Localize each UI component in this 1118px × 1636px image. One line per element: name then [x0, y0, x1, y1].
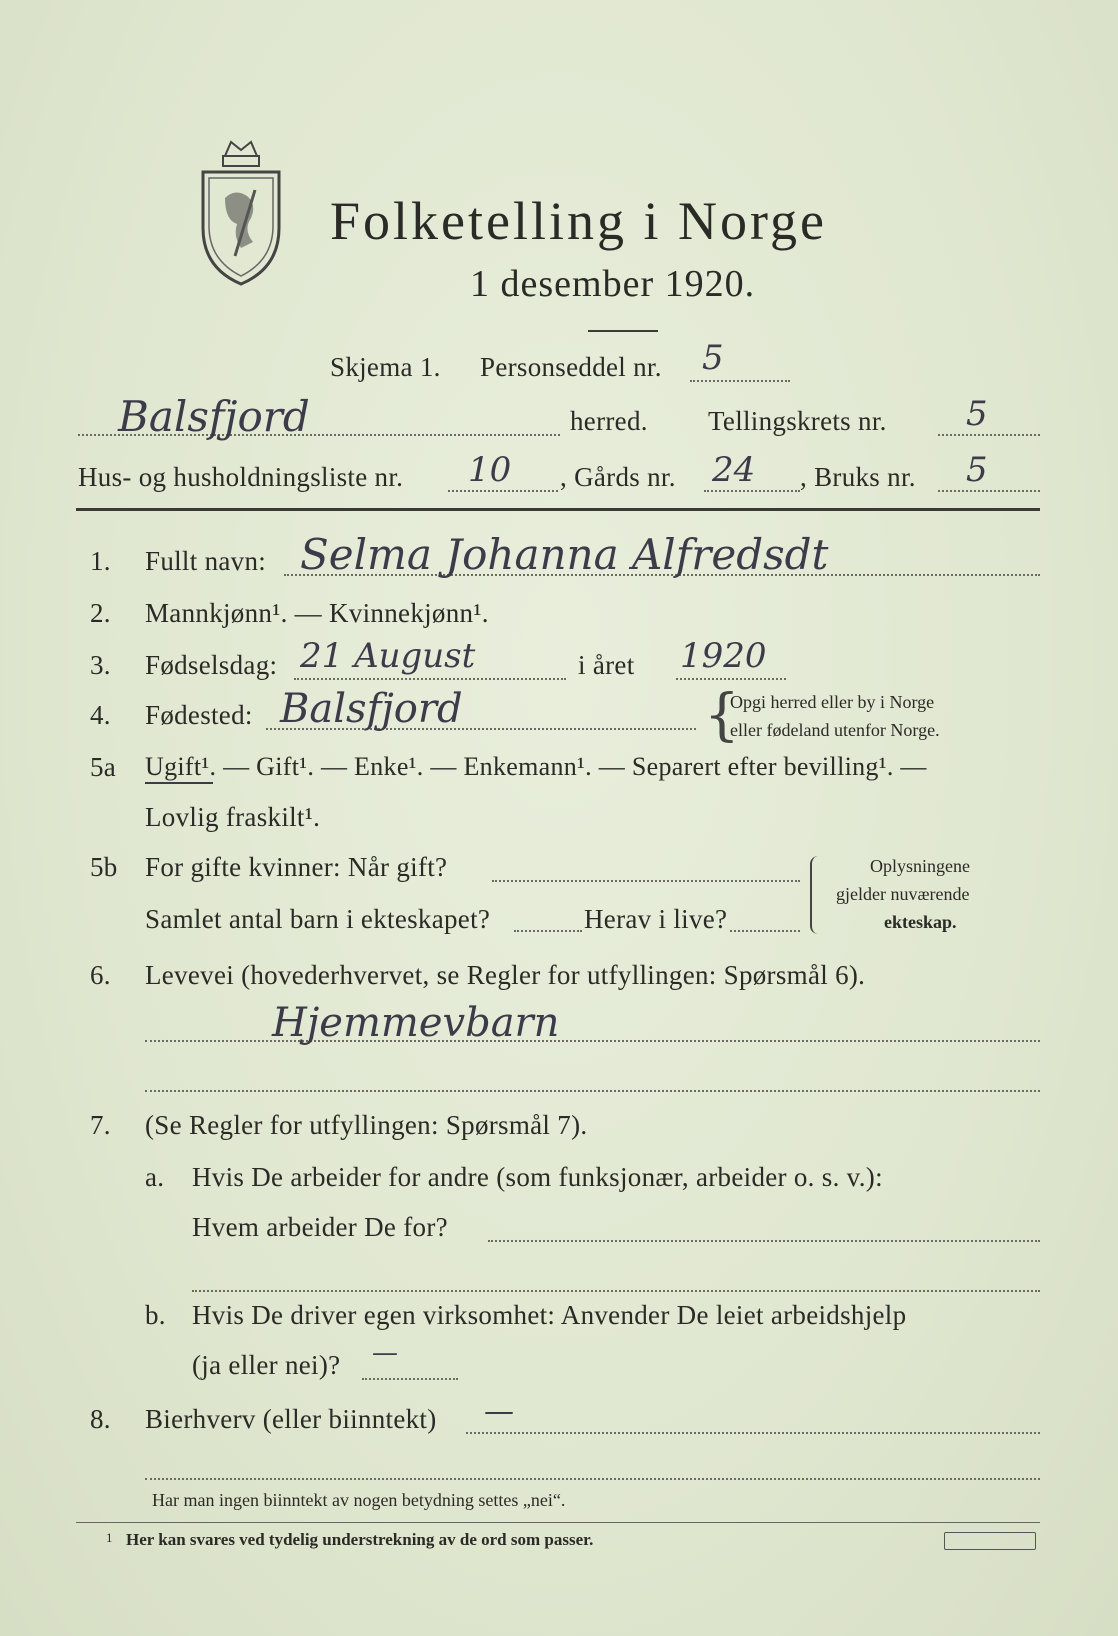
q8-number: 8.	[90, 1404, 111, 1434]
q8-line2	[145, 1478, 1040, 1480]
q8-value[interactable]: —	[484, 1394, 514, 1429]
tellingskrets-label: Tellingskrets nr.	[708, 406, 887, 436]
q7b-answer-line	[362, 1378, 458, 1380]
form-subtitle: 1 desember 1920.	[470, 263, 756, 305]
q5a-line2: Lovlig fraskilt¹.	[145, 802, 321, 832]
q5b-line1: For gifte kvinner: Når gift?	[145, 852, 448, 882]
q3-number: 3.	[90, 650, 111, 680]
husliste-value[interactable]: 10	[468, 450, 512, 490]
q5b-note-line1: Oplysningene	[870, 856, 970, 876]
q7a-employer-line2	[192, 1290, 1040, 1292]
personseddel-label: Personseddel nr.	[480, 352, 662, 382]
husliste-line	[448, 490, 558, 492]
q5b-note-line3: ekteskap.	[884, 912, 957, 932]
q2-number: 2.	[90, 598, 111, 628]
q8-line1	[466, 1432, 1040, 1434]
q7b-mark: b.	[145, 1300, 166, 1330]
personseddel-value[interactable]: 5	[702, 338, 724, 378]
q8-label: Bierhverv (eller biinntekt)	[145, 1404, 437, 1434]
q3-value[interactable]: 21 August	[300, 636, 476, 676]
form-title: Folketelling i Norge	[330, 191, 827, 251]
footnote-mark: 1	[106, 1530, 113, 1545]
title-divider	[588, 330, 658, 332]
bruks-label: , Bruks nr.	[800, 462, 916, 492]
q7a-line2: Hvem arbeider De for?	[192, 1212, 448, 1242]
q7b-line2: (ja eller nei)?	[192, 1350, 341, 1380]
q5b-children-label: Samlet antal barn i ekteskapet?	[145, 904, 491, 934]
gards-line	[704, 490, 800, 492]
tellingskrets-value[interactable]: 5	[966, 394, 988, 434]
q5b-children-line	[514, 930, 582, 932]
q2-label: Mannkjønn¹. — Kvinnekjønn¹.	[145, 598, 489, 628]
q7-label: (Se Regler for utfyllingen: Spørsmål 7).	[145, 1110, 588, 1140]
q1-label: Fullt navn:	[145, 546, 267, 576]
herred-value[interactable]: Balsfjord	[118, 392, 310, 441]
q3-year-line	[676, 678, 786, 680]
q7a-employer-line	[488, 1240, 1040, 1242]
bruks-line	[938, 490, 1040, 492]
q4-note-line2: eller fødeland utenfor Norge.	[730, 720, 940, 740]
q5b-married-line	[492, 880, 800, 882]
q6-line2	[145, 1090, 1040, 1092]
footer-note: Har man ingen biinntekt av nogen betydning settes „nei“.	[152, 1490, 566, 1510]
personseddel-line	[690, 380, 790, 382]
q1-value[interactable]: Selma Johanna Alfredsdt	[300, 530, 829, 579]
norway-coat-of-arms-icon	[195, 138, 287, 288]
footnote-rule	[76, 1522, 1040, 1523]
q7b-line1: Hvis De driver egen virksomhet: Anvender De leiet arbeidshjelp	[192, 1300, 907, 1330]
q7a-mark: a.	[145, 1162, 165, 1192]
q6-label: Levevei (hovederhvervet, se Regler for utfyllingen: Spørsmål 6).	[145, 960, 866, 990]
q7a-line1: Hvis De arbeider for andre (som funksjonær, arbeider o. s. v.):	[192, 1162, 883, 1192]
q3-label: Fødselsdag:	[145, 650, 278, 680]
gards-value[interactable]: 24	[712, 450, 756, 490]
q3-year-value[interactable]: 1920	[680, 636, 767, 676]
q7-number: 7.	[90, 1110, 111, 1140]
q5a-number: 5a	[90, 752, 117, 782]
q4-brace: {	[704, 683, 740, 748]
q1-number: 1.	[90, 546, 111, 576]
q6-number: 6.	[90, 960, 111, 990]
q5b-alive-label: Herav i live?	[584, 904, 728, 934]
q5a-ugift-underline[interactable]	[145, 782, 213, 784]
q5b-number: 5b	[90, 852, 118, 882]
gards-label: , Gårds nr.	[560, 462, 676, 492]
q5b-alive-line	[730, 930, 800, 932]
q6-value[interactable]: Hjemmevbarn	[272, 1000, 560, 1046]
q3-line	[294, 678, 566, 680]
schema-label: Skjema 1.	[330, 352, 441, 382]
q5a-line1: Ugift¹. — Gift¹. — Enke¹. — Enkemann¹. — Separert efter bevilling¹. —	[145, 752, 927, 781]
q5b-bracket	[810, 856, 820, 934]
header-rule	[76, 508, 1040, 511]
printer-stamp	[944, 1532, 1036, 1550]
q4-label: Fødested:	[145, 700, 253, 730]
q7b-value[interactable]: —	[372, 1338, 398, 1368]
q4-note-line1: Opgi herred eller by i Norge	[730, 692, 935, 712]
herred-label: herred.	[570, 406, 648, 436]
q4-number: 4.	[90, 700, 111, 730]
husliste-label: Hus- og husholdningsliste nr.	[78, 462, 404, 492]
q4-value[interactable]: Balsfjord	[280, 686, 463, 732]
q3-year-label: i året	[578, 650, 635, 680]
q5b-note-line2: gjelder nuværende	[836, 884, 970, 904]
tellingskrets-line	[938, 434, 1040, 436]
bruks-value[interactable]: 5	[966, 450, 988, 490]
footnote-text: Her kan svares ved tydelig understrekning av de ord som passer.	[126, 1530, 594, 1549]
